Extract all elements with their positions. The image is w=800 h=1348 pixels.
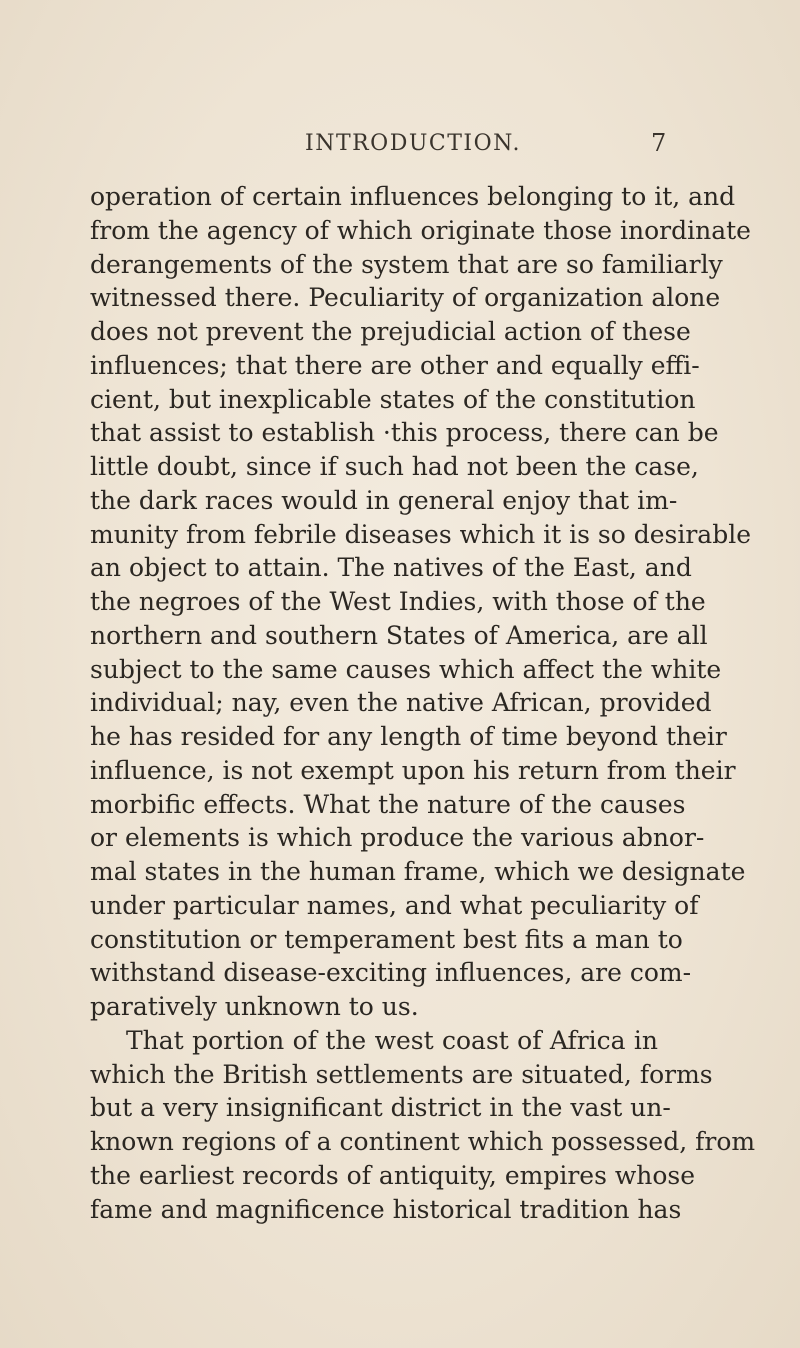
text-line: mal states in the human frame, which we designate xyxy=(90,857,746,886)
text-line: an object to attain. The natives of the East, and xyxy=(90,553,692,583)
text-line: individual; nay, even the native African, provided xyxy=(90,688,712,718)
text-line: but a very insignificant district in the vast un- xyxy=(90,1093,671,1123)
text-line: which the British settlements are situated, forms xyxy=(90,1059,713,1089)
running-title: INTRODUCTION. xyxy=(305,131,521,156)
text-line: subject to the same causes which affect the white xyxy=(90,654,722,684)
text-line: little doubt, since if such had not been the case, xyxy=(90,452,699,481)
page-number: 7 xyxy=(651,129,667,157)
paragraph-end-line: paratively unknown to us. xyxy=(90,992,419,1021)
text-line: cient, but inexplicable states of the constitution xyxy=(90,384,696,414)
text-line: or elements is which produce the various abnor- xyxy=(90,823,705,853)
text-line: morbific effects. What the nature of the causes xyxy=(90,789,686,819)
text-line: witnessed there. Peculiarity of organization alone xyxy=(90,283,721,313)
text-line: that assist to establish ·this process, there can be xyxy=(90,418,719,448)
text-line: munity from febrile diseases which it is so desirable xyxy=(90,519,751,549)
text-line: influence, is not exempt upon his return from their xyxy=(90,755,736,785)
text-line: constitution or temperament best fits a man to xyxy=(90,924,683,954)
text-line: from the agency of which originate those inordinate xyxy=(90,215,751,245)
text-line: does not prevent the prejudicial action of these xyxy=(90,317,691,346)
text-line: under particular names, and what peculiarity of xyxy=(90,890,699,920)
text-line: the negroes of the West Indies, with those of the xyxy=(90,587,706,616)
text-line: known regions of a continent which possessed, from xyxy=(90,1127,756,1156)
body-text xyxy=(90,180,756,1226)
text-line: the earliest records of antiquity, empires whose xyxy=(90,1160,696,1190)
text-line: fame and magnificence historical tradition has xyxy=(90,1194,682,1224)
text-line: influences; that there are other and equally effi- xyxy=(90,350,700,380)
paragraph-start-line: That portion of the west coast of Africa in xyxy=(126,1025,658,1055)
text-line: withstand disease-exciting influences, are com- xyxy=(90,958,692,988)
text-line: he has resided for any length of time beyond their xyxy=(90,722,727,751)
text-line: northern and southern States of America, are all xyxy=(90,620,708,650)
text-line: the dark races would in general enjoy that im- xyxy=(90,485,678,515)
text-line: operation of certain influences belonging to it, and xyxy=(90,182,736,211)
running-head xyxy=(0,131,800,161)
text-line: derangements of the system that are so familiarly xyxy=(90,249,723,279)
